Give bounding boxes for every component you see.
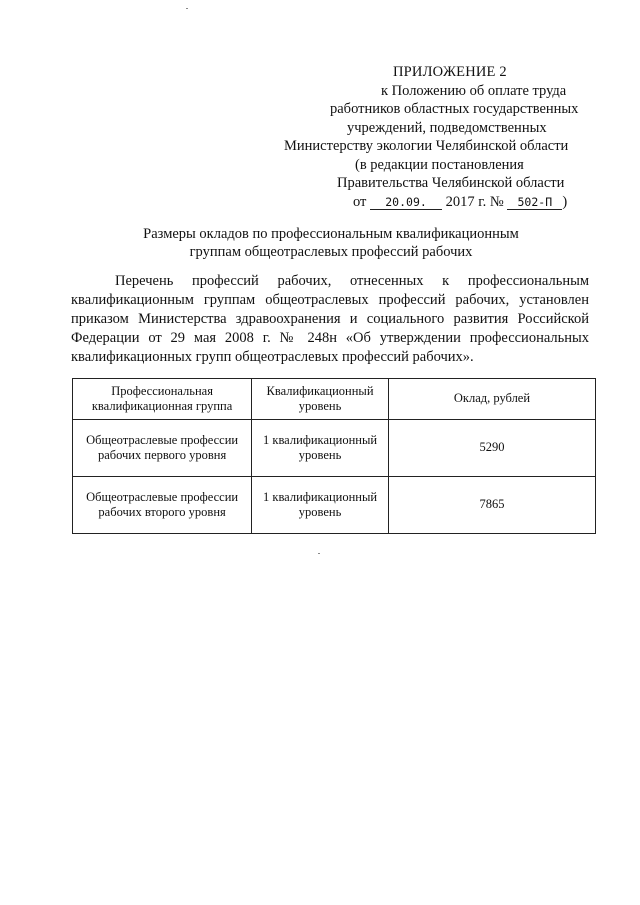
header-cell: Оклад, рублей <box>388 379 595 420</box>
table-row <box>73 477 596 534</box>
salary-table <box>72 378 596 534</box>
table-row <box>73 420 596 477</box>
close-paren: ) <box>562 193 568 210</box>
header-cell: Профессиональная квалификационная группа <box>73 379 252 420</box>
date-prefix: от <box>353 193 367 210</box>
appendix-line: работников областных государственных <box>330 101 579 117</box>
appendix-title: ПРИЛОЖЕНИЕ 2 <box>393 64 507 80</box>
table-cell: Общеотраслевые профессии рабочих первого уровня <box>73 420 252 477</box>
heading-line: Размеры окладов по профессиональным квалификационным <box>143 226 519 242</box>
heading-line: группам общеотраслевых профессий рабочих <box>189 244 473 260</box>
year-number-label: 2017 г. № <box>445 193 504 210</box>
table-cell: 1 квалификационный уровень <box>252 420 389 477</box>
appendix-line: Правительства Челябинской области <box>337 175 565 191</box>
body-paragraph: Перечень профессий рабочих, отнесенных к профессиональным квалификационным группам общеотраслевых профессий рабочих, установлен приказом Министерства здравоохранения и социального развития Российской Федерации от 29 мая 2008 г. № 248н «Об утверждении профессиональных квалификационных групп общеотраслевых профессий рабочих». <box>71 273 589 365</box>
table-cell: Общеотраслевые профессии рабочих второго уровня <box>73 477 252 534</box>
table-cell: 7865 <box>388 477 595 534</box>
appendix-line: к Положению об оплате труда <box>381 82 567 99</box>
appendix-header <box>280 63 600 211</box>
table-header-row <box>73 379 596 420</box>
header-cell: Квалификационный уровень <box>252 379 389 420</box>
appendix-line: учреждений, подведомственных <box>347 119 547 136</box>
table-cell: 1 квалификационный уровень <box>252 477 389 534</box>
appendix-date-line <box>280 193 600 212</box>
document-heading <box>100 225 562 261</box>
date-field: 20.09. <box>370 196 442 210</box>
decree-number-field: 502-П <box>507 196 562 210</box>
appendix-line: Министерству экологии Челябинской области <box>284 138 569 154</box>
appendix-line: (в редакции постановления <box>355 156 524 173</box>
scan-speck <box>318 553 320 554</box>
scan-speck <box>186 8 188 9</box>
table-cell: 5290 <box>388 420 595 477</box>
